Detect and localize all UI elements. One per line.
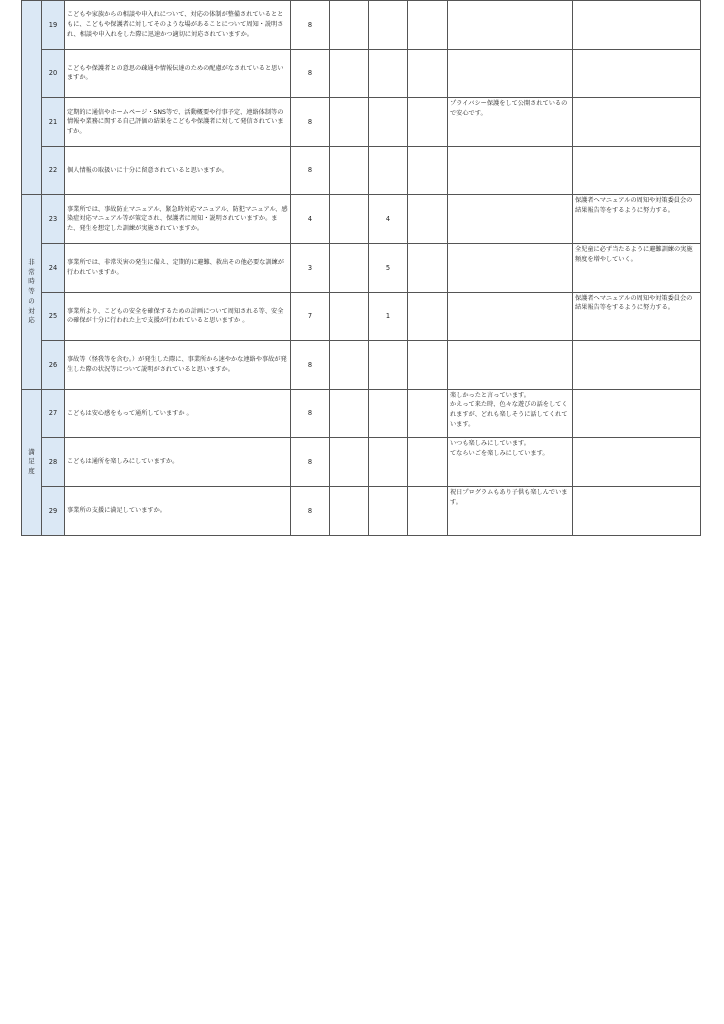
guardian-comment-cell <box>448 195 573 244</box>
facility-response: 保護者へマニュアルの周知や対策委員会の結果報告等をするように努力する。 <box>575 197 693 214</box>
count-col-1-cell: 8 <box>291 146 330 195</box>
guardian-comment: いつも楽しみにしています。 てならいごを楽しみにしています。 <box>450 440 549 457</box>
table-row <box>22 438 701 487</box>
question-text-cell <box>65 98 291 147</box>
facility-response: 全児童に必ず当たるように避難訓練の実施頻度を増やしていく。 <box>575 245 693 263</box>
count-col-2-cell <box>330 146 369 195</box>
question-text-cell <box>65 438 291 487</box>
table-row <box>22 195 701 244</box>
table-row <box>22 292 701 341</box>
guardian-comment: プライバシー保護をして公開されているので安心です。 <box>450 100 568 117</box>
facility-response-cell <box>573 341 701 390</box>
guardian-comment-cell <box>448 438 573 487</box>
guardian-comment-cell <box>448 292 573 341</box>
count-col-3-cell <box>369 341 408 390</box>
table-row <box>22 49 701 98</box>
count-col-3-cell <box>369 49 408 98</box>
count-col-2-cell <box>330 438 369 487</box>
row-number-cell: 20 <box>42 49 65 98</box>
question-text: こどもや保護者との意思の疎通や情報伝達のための配慮がなされていると思いますか。 <box>67 64 284 82</box>
question-text: 事業所では、非常災害の発生に備え、定期的に避難、救出その他必要な訓練が行われていますか。 <box>67 259 284 276</box>
guardian-comment-cell <box>448 1 573 50</box>
count-col-3-cell: 4 <box>369 195 408 244</box>
question-text-cell <box>65 243 291 292</box>
row-number-cell: 24 <box>42 243 65 292</box>
row-number-cell: 28 <box>42 438 65 487</box>
count-col-3-cell: 1 <box>369 292 408 341</box>
count-col-3-cell <box>369 146 408 195</box>
table-row <box>22 486 701 535</box>
count-col-1-cell: 8 <box>291 1 330 50</box>
row-number-cell: 21 <box>42 98 65 147</box>
count-col-3-cell <box>369 486 408 535</box>
question-text: こどもは通所を楽しみにしていますか。 <box>67 458 179 466</box>
guardian-comment-cell <box>448 341 573 390</box>
row-number-cell: 23 <box>42 195 65 244</box>
category-cell <box>22 1 42 195</box>
guardian-comment-cell <box>448 486 573 535</box>
count-col-2-cell <box>330 389 369 438</box>
question-text-cell <box>65 292 291 341</box>
guardian-comment-cell <box>448 243 573 292</box>
facility-response-cell <box>573 292 701 341</box>
question-text: 事故等（怪我等を含む。）が発生した際に、事業所から速やかな連絡や事故が発生した際の状況等について説明がされていると思いますか。 <box>67 356 287 373</box>
count-col-1-cell: 3 <box>291 243 330 292</box>
count-col-2-cell <box>330 486 369 535</box>
table-row <box>22 98 701 147</box>
facility-response-cell <box>573 438 701 487</box>
question-text: 定期的に通信やホームページ・SNS等で、活動概要や行事予定、連絡体制等の情報や業務に関する自己評価の結果をこどもや保護者に対して発信されていますか。 <box>67 108 284 135</box>
row-number-cell: 25 <box>42 292 65 341</box>
count-col-4-cell <box>408 49 448 98</box>
count-col-2-cell <box>330 292 369 341</box>
question-text: 事業所では、事故防止マニュアル、緊急時対応マニュアル、防犯マニュアル、感染症対応マニュアル等が策定され、保護者に周知・説明されていますか。また、発生を想定した訓練が実施されていますか。 <box>67 205 288 232</box>
count-col-2-cell <box>330 49 369 98</box>
question-text-cell <box>65 146 291 195</box>
table-row <box>22 1 701 50</box>
count-col-2-cell <box>330 243 369 292</box>
question-text: 事業所より、こどもの安全を確保するための計画について周知される等、安全の確保が十分に行われた上で支援が行われていると思いますか 。 <box>67 307 284 325</box>
count-col-4-cell <box>408 486 448 535</box>
count-col-4-cell <box>408 389 448 438</box>
count-col-4-cell <box>408 195 448 244</box>
guardian-comment: 楽しかったと言っています。 かえって来た時、色々な遊びの話をしてくれますが、どれも楽しそうに話してくれています。 <box>450 391 568 428</box>
count-col-1-cell: 8 <box>291 49 330 98</box>
category-label: 非常時等の対応 <box>28 257 35 325</box>
question-text-cell <box>65 486 291 535</box>
question-text-cell <box>65 49 291 98</box>
row-number-cell: 26 <box>42 341 65 390</box>
count-col-1-cell: 4 <box>291 195 330 244</box>
question-text-cell <box>65 389 291 438</box>
guardian-comment: 祝日プログラムもあり子供も楽しんでいます。 <box>450 488 568 506</box>
category-cell <box>22 389 42 535</box>
row-number-cell: 22 <box>42 146 65 195</box>
guardian-comment-cell <box>448 146 573 195</box>
count-col-4-cell <box>408 243 448 292</box>
row-number-cell: 27 <box>42 389 65 438</box>
table-row <box>22 243 701 292</box>
facility-response-cell <box>573 98 701 147</box>
count-col-2-cell <box>330 341 369 390</box>
count-col-4-cell <box>408 292 448 341</box>
guardian-comment-cell <box>448 49 573 98</box>
count-col-2-cell <box>330 195 369 244</box>
count-col-3-cell <box>369 98 408 147</box>
question-text-cell <box>65 195 291 244</box>
count-col-1-cell: 8 <box>291 389 330 438</box>
question-text: こどもや家族からの相談や申入れについて、対応の体制が整備されているとともに、こどもや保護者に対してそのような場があることについて周知・説明され、相談や申入れをした際に迅速かつ適切に対応されていますか。 <box>67 11 284 38</box>
count-col-4-cell <box>408 1 448 50</box>
count-col-3-cell <box>369 1 408 50</box>
table-row <box>22 341 701 390</box>
question-text-cell <box>65 1 291 50</box>
count-col-3-cell: 5 <box>369 243 408 292</box>
count-col-2-cell <box>330 1 369 50</box>
count-col-3-cell <box>369 438 408 487</box>
facility-response: 保護者へマニュアルの周知や対策委員会の結果報告等をするように努力する。 <box>575 294 693 312</box>
category-label: 満足度 <box>28 447 35 476</box>
facility-response-cell <box>573 1 701 50</box>
count-col-1-cell: 8 <box>291 98 330 147</box>
count-col-4-cell <box>408 146 448 195</box>
count-col-1-cell: 7 <box>291 292 330 341</box>
guardian-comment-cell <box>448 98 573 147</box>
count-col-1-cell: 8 <box>291 486 330 535</box>
count-col-2-cell <box>330 98 369 147</box>
facility-response-cell <box>573 49 701 98</box>
table-row <box>22 146 701 195</box>
row-number-cell: 19 <box>42 1 65 50</box>
question-text: 個人情報の取扱いに十分に留意されていると思いますか。 <box>67 166 228 174</box>
facility-response-cell <box>573 389 701 438</box>
facility-response-cell <box>573 243 701 292</box>
question-text: 事業所の支援に満足していますか。 <box>67 506 166 514</box>
count-col-1-cell: 8 <box>291 438 330 487</box>
category-cell <box>22 195 42 389</box>
question-text: こどもは安心感をもって通所していますか 。 <box>67 409 193 417</box>
count-col-4-cell <box>408 341 448 390</box>
row-number-cell: 29 <box>42 486 65 535</box>
count-col-3-cell <box>369 389 408 438</box>
evaluation-table <box>21 0 701 536</box>
count-col-4-cell <box>408 438 448 487</box>
table-row <box>22 389 701 438</box>
facility-response-cell <box>573 486 701 535</box>
question-text-cell <box>65 341 291 390</box>
count-col-1-cell: 8 <box>291 341 330 390</box>
facility-response-cell <box>573 146 701 195</box>
count-col-4-cell <box>408 98 448 147</box>
facility-response-cell <box>573 195 701 244</box>
guardian-comment-cell <box>448 389 573 438</box>
